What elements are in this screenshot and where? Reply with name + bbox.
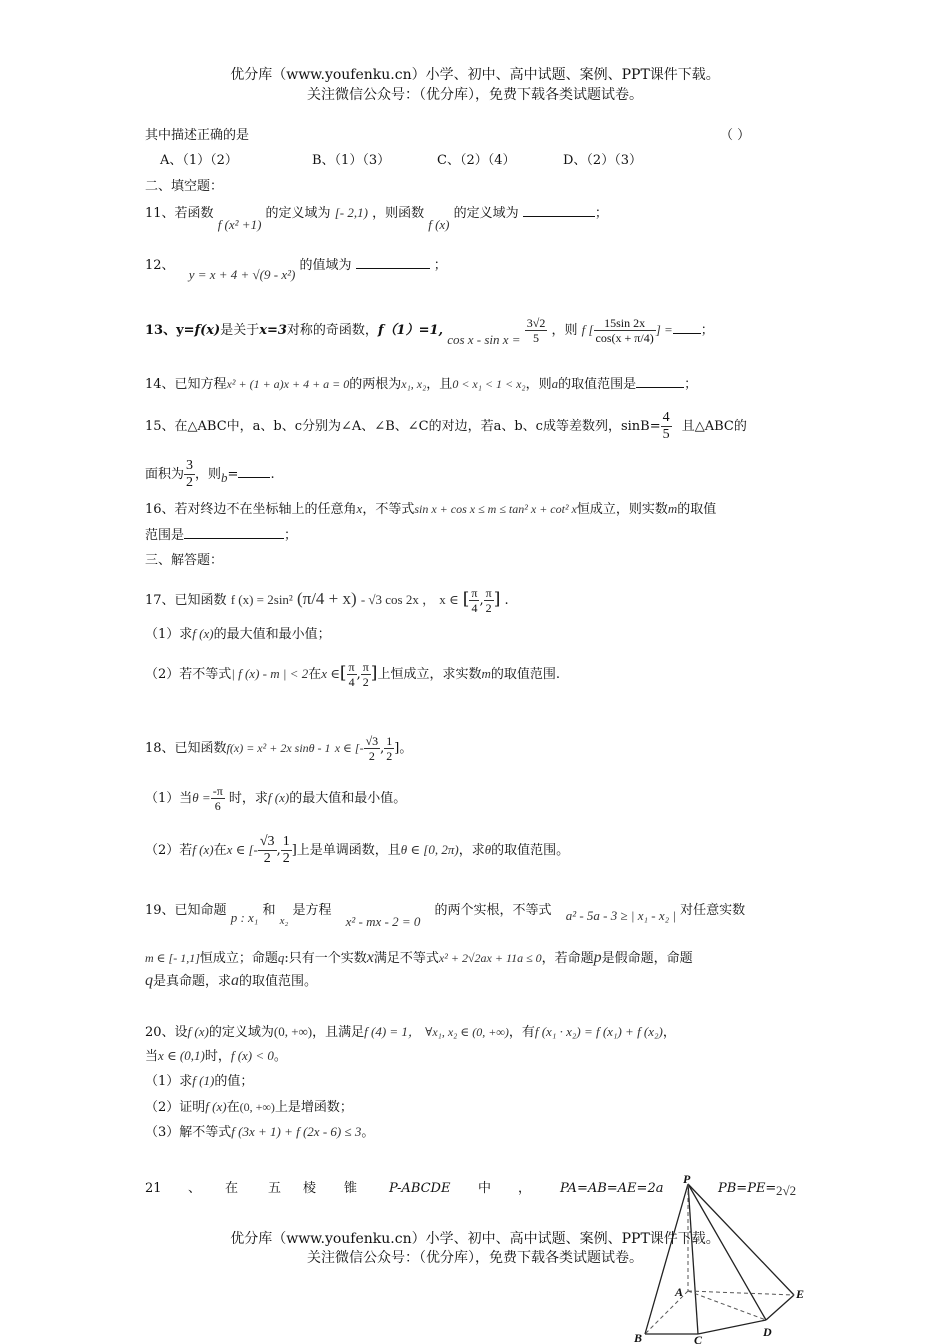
q10-option-b: B、（1）（3） xyxy=(312,153,391,168)
q17-p2b: 在 xyxy=(308,667,322,682)
q21-word-3: 棱 xyxy=(303,1181,317,1196)
q17-p1b: 的最大值和最小值； xyxy=(213,627,331,642)
q17-int-n2: π xyxy=(485,586,492,600)
q19-b: 是方程 xyxy=(292,903,332,918)
q13-fraction xyxy=(525,316,548,345)
q15-line1: 15、在△ABC中，a、b、c分别为∠A、∠B、∠C的对边，若a、b、c成等差数列，sinB= xyxy=(145,419,661,434)
q13-big-fraction xyxy=(594,316,656,345)
q18-p1c: 的最大值和最小值。 xyxy=(289,791,407,806)
edge-DE xyxy=(766,1295,794,1320)
q20-f4: f (4) = 1， xyxy=(364,1024,421,1039)
q11-num: 11、若函数 xyxy=(145,206,214,221)
q11-f2: f (x) xyxy=(428,217,450,232)
q20-part-1 xyxy=(145,1071,253,1092)
q21-cond-2: PB=PE= xyxy=(718,1181,777,1196)
q15-sin-num: 4 xyxy=(662,410,670,425)
q18-p2a: （2）若 xyxy=(145,843,193,858)
q18-p2d1: 2 xyxy=(263,851,271,866)
q14-ineq: 0 < x₁ < 1 < x₂ xyxy=(452,377,526,391)
q14-d: ，则 xyxy=(525,377,552,392)
q15-after: 且△ABC的 xyxy=(681,419,747,434)
q18-n2: 1 xyxy=(386,734,393,748)
q19-p: p : x₁ xyxy=(230,910,259,925)
question-16-line-2 xyxy=(145,526,297,546)
q17-int-frac-2 xyxy=(484,586,494,615)
q21-comma: ， xyxy=(518,1181,532,1196)
q18-p2e: 的取值范围。 xyxy=(491,843,570,858)
q20-p2f: f (x) xyxy=(205,1099,227,1114)
q13-b: f(x) xyxy=(194,323,221,338)
q19-l3q: q xyxy=(145,972,153,989)
q13-a: 13、y= xyxy=(145,323,195,338)
q17-int-d1: 4 xyxy=(471,601,478,615)
q20-p1a: （1）求 xyxy=(145,1074,193,1089)
q18-part-1 xyxy=(145,784,406,813)
q18-close: ] xyxy=(394,741,400,756)
q14-blank xyxy=(636,387,684,388)
question-19-line-3 xyxy=(145,971,317,992)
q18-p2t: θ ∈ [0, 2π) xyxy=(400,842,459,857)
q19-q: q xyxy=(277,950,285,965)
q16-l1c: 恒成立，则实数 xyxy=(576,502,668,517)
q14-b: 的两根为 xyxy=(349,377,402,392)
q20-p2d: (0, +∞) xyxy=(239,1100,275,1114)
q16-x: x xyxy=(356,501,363,516)
q18-p2c: ]上是单调函数，且 xyxy=(291,843,401,858)
q17-bracket-open: [ xyxy=(462,589,470,609)
q18-end: 。 xyxy=(399,741,413,756)
q18-p1a: （1）当 xyxy=(145,791,193,806)
q19-ineq2: x² + 2√2ax + 11a ≤ 0 xyxy=(438,951,542,965)
q20-a: 20、设 xyxy=(145,1025,188,1040)
q13-frac-num: 3√2 xyxy=(526,316,546,330)
q20-l2b: 时， xyxy=(204,1049,231,1064)
q15-eq: = xyxy=(227,467,239,482)
q19-ineq: a² - 5a - 3 ≥ | x₁ - x₂ | xyxy=(565,908,676,923)
q17-p2-frac-1 xyxy=(347,660,357,689)
q17-part-2: （2）若不等式| f (x) - m | < 2在x ∈[ $\frac{\pi}{4}$ , $\frac{\pi}{2}$ ]上恒成立，求实数m的取值范围. xyxy=(145,660,560,689)
q11-d1: [- 2,1) xyxy=(334,205,368,220)
q18-p2n2: 1 xyxy=(282,834,290,849)
q11-t2: ，则函数 xyxy=(372,206,425,221)
q20-part-3 xyxy=(145,1122,374,1143)
vertex-C-label: C xyxy=(694,1333,703,1344)
q16-blank xyxy=(184,538,284,539)
section-fill-in-title: 二、填空题： xyxy=(145,179,224,194)
q18-p2x: x ∈ [- xyxy=(226,842,258,857)
q20-p2b: 在 xyxy=(226,1100,240,1115)
q19-a: 19、已知命题 xyxy=(145,903,227,918)
q20-l2c: 。 xyxy=(273,1049,287,1064)
q17-b: - √3 cos 2x ， xyxy=(360,592,436,607)
q19-l2d: 满足不等式 xyxy=(373,951,439,966)
q18-p1n: -π xyxy=(212,784,223,798)
q12-end: ； xyxy=(433,258,447,273)
q15-sin-fraction xyxy=(661,410,672,443)
q15-area-fraction xyxy=(184,458,195,491)
q19-eq: x² - mx - 2 = 0 xyxy=(345,914,421,929)
q11-t1: 的定义域为 xyxy=(265,206,331,221)
q16-l1d: 的取值 xyxy=(677,502,717,517)
q13-c: 是关于 xyxy=(220,323,260,338)
q17-part-1 xyxy=(145,624,331,645)
q18-p1b: 时，求 xyxy=(228,791,268,806)
q19-xx: x xyxy=(366,949,374,966)
q17-p2-d2: 2 xyxy=(362,675,369,689)
q18-p1-frac xyxy=(211,784,225,813)
vertex-E-label: E xyxy=(796,1287,805,1301)
q20-part-2 xyxy=(145,1097,353,1118)
question-13 xyxy=(145,316,714,345)
q11-f1: f (x² +1) xyxy=(217,217,262,232)
q18-n1: √3 xyxy=(365,734,379,748)
q19-d: 对任意实数 xyxy=(680,903,746,918)
q18-p2f: f (x) xyxy=(192,842,214,857)
q18-p2b: 在 xyxy=(213,843,227,858)
q20-p3e: f (3x + 1) + f (2x - 6) ≤ 3 xyxy=(231,1124,362,1139)
question-20-line-1 xyxy=(145,1022,676,1043)
q10-option-c: C、（2）（4） xyxy=(437,153,516,168)
q14-roots: x₁, x₂ xyxy=(401,377,427,391)
q16-l1b: ，不等式 xyxy=(362,502,415,517)
question-15-line-2 xyxy=(145,458,275,491)
q11-end: ； xyxy=(594,206,608,221)
q16-m: m xyxy=(667,501,678,516)
q10-stem: 其中描述正确的是 xyxy=(145,128,250,143)
q21-word-4: 锥 xyxy=(344,1181,358,1196)
question-18: 18、已知函数f(x) = x² + 2x sinθ - 1 x ∈ [- $\frac{√3}{2}$ , $\frac{1}{2}$ ]。 xyxy=(145,734,413,763)
q20-b: 的定义域为 xyxy=(208,1025,274,1040)
q20-c: ，且满足 xyxy=(312,1025,365,1040)
q19-l2e: ，若命题 xyxy=(541,951,594,966)
q17-p2x: x ∈ xyxy=(321,666,340,681)
q12-blank xyxy=(356,268,430,269)
q10-option-a: A、（1）（2） xyxy=(160,153,238,168)
question-19-line-2 xyxy=(145,948,693,969)
q15-area-den: 2 xyxy=(186,475,194,490)
q18-d2: 2 xyxy=(386,749,393,763)
edge-AD xyxy=(688,1291,766,1320)
q19-l2b: 恒成立；命题 xyxy=(199,951,278,966)
q20-l2a: 当 xyxy=(145,1049,159,1064)
q18-p2th: θ xyxy=(484,842,492,857)
q14-a: 14、已知方程 xyxy=(145,377,227,392)
q15-then: ，则 xyxy=(195,467,222,482)
q19-l2f: 是假命题，命题 xyxy=(601,951,693,966)
q16-end: ； xyxy=(284,528,298,543)
question-12 xyxy=(145,255,447,282)
q20-fx: f (x) xyxy=(187,1024,209,1039)
q13-i: f [ xyxy=(581,322,594,337)
q19-l2c: :只有一个实数 xyxy=(284,951,367,966)
q18-p2-frac-2 xyxy=(281,834,292,867)
q15-area-num: 3 xyxy=(186,458,194,473)
q13-end: ； xyxy=(700,323,714,338)
q13-h: ，则 xyxy=(551,323,578,338)
q17-end: . xyxy=(504,593,509,608)
q17-p2-n1: π xyxy=(348,660,355,674)
q17-domain: x ∈ xyxy=(439,592,459,607)
q21-word-1: 在 xyxy=(225,1181,239,1196)
edge-AE xyxy=(688,1291,794,1295)
q18-frac-2 xyxy=(384,734,394,763)
q21-sep: 、 xyxy=(188,1181,202,1196)
edge-CD xyxy=(698,1320,766,1334)
q15-var: b xyxy=(221,470,228,485)
q18-p2-frac-1 xyxy=(258,834,277,867)
q16-line2: 范围是 xyxy=(145,528,185,543)
q14-e: 的取值范围是 xyxy=(558,377,637,392)
q15-sin-den: 5 xyxy=(662,427,670,442)
q17-int-d2: 2 xyxy=(485,601,492,615)
vertex-P-label: P xyxy=(683,1174,691,1186)
q16-ineq: sin x + cos x ≤ m ≤ tan² x + cot² x xyxy=(414,502,577,516)
q10-answer-paren: （ ） xyxy=(720,128,751,143)
q17-p2a: （2）若不等式 xyxy=(145,667,232,682)
q19-l3a: 是真命题，求 xyxy=(153,974,232,989)
q13-j-num: 15sin 2x xyxy=(594,316,656,331)
q21-num: 21 xyxy=(145,1181,162,1196)
q19-c: 的两个实根，不等式 xyxy=(434,903,552,918)
q13-frac-den: 5 xyxy=(533,331,540,345)
q20-p3a: （3）解不等式 xyxy=(145,1125,232,1140)
q20-p1f: f (1) xyxy=(192,1073,215,1088)
q18-p1d: 6 xyxy=(214,799,221,813)
q14-var: a xyxy=(551,376,559,391)
q17-p2-frac-2 xyxy=(361,660,371,689)
q20-forall: ∀x₁, x₂ ∈ (0, +∞) xyxy=(425,1025,509,1039)
q16-l1a: 16、若对终边不在坐标轴上的任意角 xyxy=(145,502,357,517)
question-20-line-2 xyxy=(145,1046,287,1067)
q14-end: ； xyxy=(684,377,698,392)
q19-l3v: a xyxy=(231,972,240,989)
q21-cond-1: PA=AB=AE=2a xyxy=(560,1181,664,1196)
q20-e: ， xyxy=(662,1025,676,1040)
question-17: 17、已知函数 f (x) = 2sin² (π/4 + x) - √3 cos 2x ， x ∈ [ $\frac{\pi}{4}$ , $\frac{\pi}{2}$ ] . xyxy=(145,586,509,615)
q18-dom: x ∈ [- xyxy=(334,741,364,755)
q19-l2a: m ∈ [- 1,1] xyxy=(145,951,200,965)
q11-t3: 的定义域为 xyxy=(453,206,519,221)
q18-frac-1 xyxy=(364,734,381,763)
q17-fx: f (x) = 2sin² xyxy=(230,592,293,607)
q20-p1b: 的值； xyxy=(214,1074,254,1089)
q14-eq: x² + (1 + a)x + 4 + a = 0 xyxy=(226,377,350,391)
vertex-B-label: B xyxy=(634,1331,643,1344)
question-14 xyxy=(145,374,697,395)
q19-x2: x₂ xyxy=(279,915,289,927)
q12-t1: 的值域为 xyxy=(299,258,352,273)
q15-end: . xyxy=(270,467,275,482)
q21-pyramid-name: P-ABCDE xyxy=(389,1181,451,1196)
q19-and: 和 xyxy=(262,903,276,918)
q20-p2a: （2）证明 xyxy=(145,1100,206,1115)
q17-int-n1: π xyxy=(471,586,478,600)
q17-p2-d1: 4 xyxy=(348,675,355,689)
q13-k: ] = xyxy=(655,322,673,337)
q13-d: x=3 xyxy=(259,323,287,338)
q13-e: 对称的奇函数， xyxy=(286,323,378,338)
q17-paren: (π/4 + x) xyxy=(296,589,357,608)
header-line-1: 优分库（www.youfenku.cn）小学、初中、高中试题、案例、PPT课件下载。 xyxy=(230,67,720,83)
q18-part-2: （2）若f (x)在x ∈ [- $\frac{√3}{2}$ , $\frac{1}{2}$ ]上是单调函数，且θ ∈ [0, 2π)，求θ的取值范围。 xyxy=(145,834,570,866)
q17-a: 17、已知函数 xyxy=(145,593,227,608)
footer-line-2: 关注微信公众号：（优分库），免费下载各类试题试卷。 xyxy=(307,1250,643,1266)
q18-p2n1: √3 xyxy=(259,834,275,849)
q17-p2c: 上恒成立，求实数 xyxy=(377,667,482,682)
q15-area: 面积为 xyxy=(145,467,185,482)
vertex-A-label: A xyxy=(675,1285,684,1299)
q12-num: 12、 xyxy=(145,258,175,273)
q17-p1f: f (x) xyxy=(192,626,214,641)
q18-p2d: ，求 xyxy=(458,843,485,858)
q15-blank xyxy=(238,477,270,478)
q11-blank xyxy=(523,216,595,217)
q20-l2f: f (x) < 0 xyxy=(230,1048,274,1063)
q13-blank xyxy=(673,333,701,334)
q17-p2m: m xyxy=(481,666,491,681)
q20-d: ，有 xyxy=(508,1025,535,1040)
q20-l2x: x ∈ (0,1) xyxy=(158,1048,205,1063)
q17-p2-n2: π xyxy=(362,660,369,674)
question-16-line-1 xyxy=(145,499,716,520)
question-11 xyxy=(145,203,608,232)
q18-p2d2: 2 xyxy=(282,851,290,866)
q17-p2-bracket-open: [ xyxy=(339,663,347,683)
q12-expr: y = x + 4 + √(9 - x²) xyxy=(188,267,296,282)
q18-p1f: f (x) xyxy=(267,790,290,805)
q17-p2d: 的取值范围. xyxy=(490,667,560,682)
q21-cond-3: 2√2 xyxy=(776,1183,797,1198)
q20-p2c: 上是增函数； xyxy=(274,1100,353,1115)
q17-p2ineq: | f (x) - m | < 2 xyxy=(231,666,309,681)
section-solve-title: 三、解答题： xyxy=(145,553,224,568)
q18-fx: f(x) = x² + 2x sinθ - 1 xyxy=(226,741,331,755)
q19-pp: p xyxy=(593,949,602,966)
q18-a: 18、已知函数 xyxy=(145,741,227,756)
q20-dom: (0, +∞) xyxy=(273,1024,313,1039)
q21-word-2: 五 xyxy=(268,1181,282,1196)
q21-word-5: 中 xyxy=(478,1181,492,1196)
q20-p3b: 。 xyxy=(361,1125,375,1140)
question-19-line-1 xyxy=(145,900,746,929)
q19-l3b: 的取值范围。 xyxy=(239,974,318,989)
q20-eq: f (x₁ · x₂) = f (x₁) + f (x₂) xyxy=(534,1024,663,1039)
q10-option-d: D、（2）（3） xyxy=(563,153,642,168)
question-15-line-1 xyxy=(145,410,747,443)
q13-j-den: cos(x + π/4) xyxy=(595,331,654,345)
q13-g: cos x - sin x = xyxy=(447,332,521,347)
q17-int-frac-1 xyxy=(469,586,479,615)
footer-line-1: 优分库（www.youfenku.cn）小学、初中、高中试题、案例、PPT课件下载。 xyxy=(230,1231,720,1247)
q18-d1: 2 xyxy=(368,749,375,763)
q13-f: f（1）=1, xyxy=(377,323,444,338)
header-line-2: 关注微信公众号：（优分库），免费下载各类试题试卷。 xyxy=(307,87,643,103)
q14-c: ，且 xyxy=(426,377,453,392)
vertex-D-label: D xyxy=(763,1325,772,1339)
q18-p1t: θ = xyxy=(192,790,211,805)
q17-p1a: （1）求 xyxy=(145,627,193,642)
q17-p2-bracket-close: ] xyxy=(370,663,378,683)
q17-bracket-close: ] xyxy=(493,589,501,609)
